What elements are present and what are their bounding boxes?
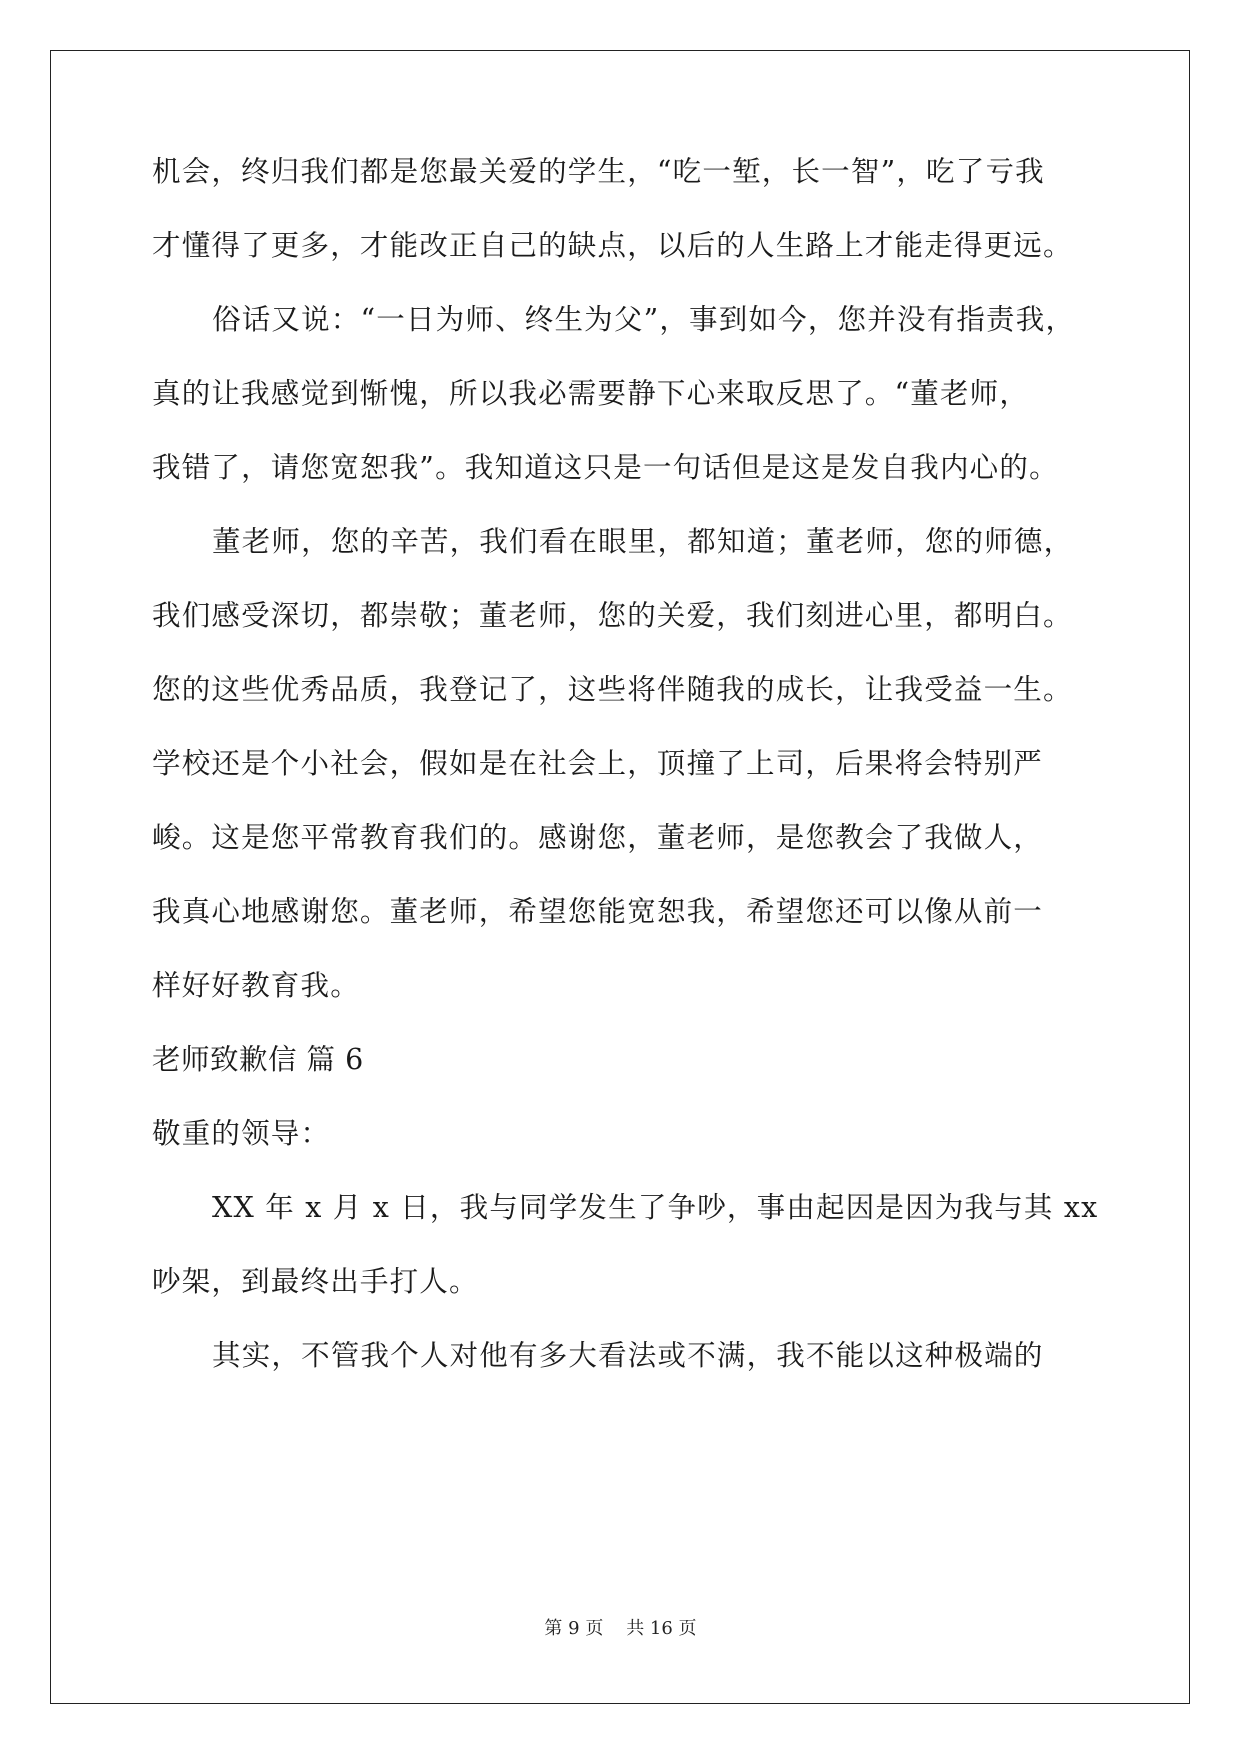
body-line: 吵架，到最终出手打人。 [152, 1265, 479, 1298]
body-line: 峻。这是您平常教育我们的。感谢您，董老师，是您教会了我做人， [152, 821, 1044, 854]
salutation: 敬重的领导： [152, 1117, 331, 1150]
body-line: 学校还是个小社会，假如是在社会上，顶撞了上司，后果将会特别严 [152, 747, 1044, 780]
body-line: 其实，不管我个人对他有多大看法或不满，我不能以这种极端的 [212, 1339, 1044, 1372]
body-line: 我错了，请您宽恕我”。我知道这只是一句话但是这是发自我内心的。 [152, 451, 1059, 484]
body-line: XX 年 x 月 x 日，我与同学发生了争吵，事由起因是因为我与其 xx [212, 1191, 1099, 1224]
body-line: 我真心地感谢您。董老师，希望您能宽恕我，希望您还可以像从前一 [152, 895, 1044, 928]
body-line: 样好好教育我。 [152, 969, 360, 1002]
body-line: 董老师，您的辛苦，我们看在眼里，都知道；董老师，您的师德， [212, 525, 1074, 558]
body-line: 真的让我感觉到惭愧，所以我必需要静下心来取反思了。“董老师， [152, 377, 1030, 410]
body-line: 俗话又说：“一日为师、终生为父”，事到如今，您并没有指责我， [212, 303, 1076, 336]
body-line: 您的这些优秀品质，我登记了，这些将伴随我的成长，让我受益一生。 [152, 673, 1073, 706]
body-line: 我们感受深切，都崇敬；董老师，您的关爱，我们刻进心里，都明白。 [152, 599, 1073, 632]
body-line: 才懂得了更多，才能改正自己的缺点，以后的人生路上才能走得更远。 [152, 229, 1073, 262]
page-border [50, 50, 1190, 1704]
page-number-footer: 第 9 页 共 16 页 [544, 1618, 697, 1639]
body-line: 机会，终归我们都是您最关爱的学生，“吃一堑，长一智”，吃了亏我 [152, 155, 1045, 188]
section-heading: 老师致歉信 篇 6 [152, 1043, 364, 1076]
